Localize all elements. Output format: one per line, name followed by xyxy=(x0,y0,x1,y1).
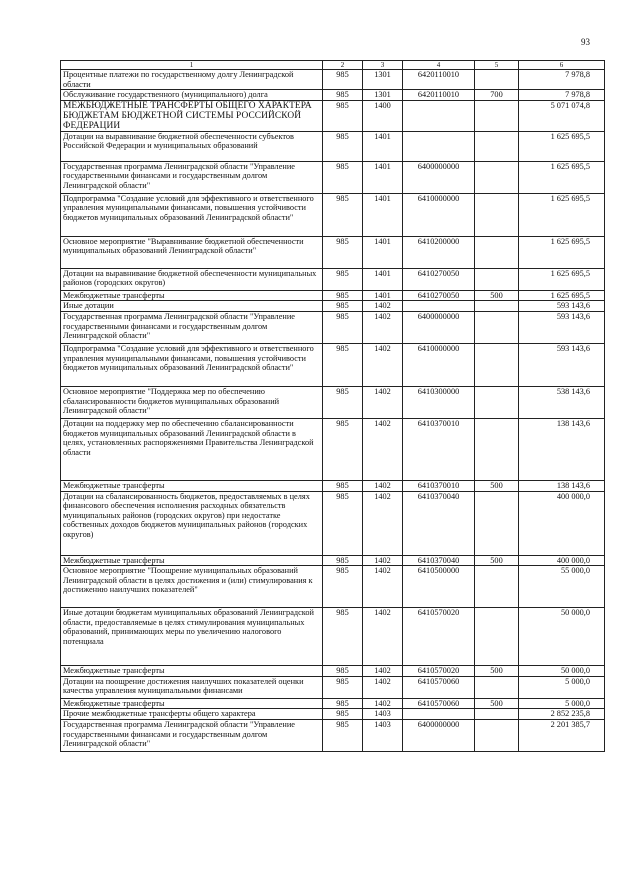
table-row xyxy=(61,100,605,131)
table-row xyxy=(61,418,605,480)
cell-admin-code: 985 xyxy=(323,698,363,709)
cell-amount: 50 000,0 xyxy=(519,666,605,677)
budget-table xyxy=(60,60,605,752)
cell-expense-type xyxy=(475,608,519,666)
cell-section-code: 1401 xyxy=(363,268,403,290)
cell-expense-type xyxy=(475,343,519,386)
cell-section-code: 1402 xyxy=(363,480,403,491)
header-col-5: 5 xyxy=(475,61,519,70)
cell-name: Государственная программа Ленинградской области "Управление государственными финансами и государственным долгом Ленинградской области" xyxy=(61,161,323,193)
header-col-1: 1 xyxy=(61,61,323,70)
cell-name: Иные дотации xyxy=(61,301,323,312)
header-col-4: 4 xyxy=(403,61,475,70)
cell-section-code: 1401 xyxy=(363,236,403,268)
cell-name: Межбюджетные трансферты xyxy=(61,480,323,491)
table-row xyxy=(61,236,605,268)
cell-admin-code: 985 xyxy=(323,709,363,720)
cell-admin-code: 985 xyxy=(323,608,363,666)
cell-section-code: 1402 xyxy=(363,698,403,709)
cell-expense-type xyxy=(475,193,519,236)
cell-admin-code: 985 xyxy=(323,301,363,312)
cell-admin-code: 985 xyxy=(323,100,363,131)
cell-expense-type xyxy=(475,70,519,90)
cell-target-article: 6410270050 xyxy=(403,290,475,301)
cell-name: Дотации на поддержку мер по обеспечению сбалансированности бюджетов муниципальных образований Ленинградской области в целях, установленных распоряжениями Правительства Ленинградской области xyxy=(61,418,323,480)
cell-amount: 400 000,0 xyxy=(519,491,605,555)
cell-section-code: 1400 xyxy=(363,100,403,131)
cell-name: Процентные платежи по государственному долгу Ленинградской области xyxy=(61,70,323,90)
cell-section-code: 1402 xyxy=(363,301,403,312)
cell-target-article xyxy=(403,131,475,161)
cell-admin-code: 985 xyxy=(323,268,363,290)
cell-admin-code: 985 xyxy=(323,131,363,161)
cell-expense-type xyxy=(475,268,519,290)
cell-name: Подпрограмма "Создание условий для эффективного и ответственного управления муниципальными финансами, повышения устойчивости бюджетов муниципальных образований Ленинградской области" xyxy=(61,193,323,236)
table-row xyxy=(61,290,605,301)
cell-name: Межбюджетные трансферты xyxy=(61,698,323,709)
table-body xyxy=(61,70,605,752)
cell-expense-type xyxy=(475,161,519,193)
cell-section-code: 1401 xyxy=(363,131,403,161)
table-row xyxy=(61,676,605,698)
cell-amount: 1 625 695,5 xyxy=(519,193,605,236)
table-row xyxy=(61,90,605,101)
cell-target-article: 6410370040 xyxy=(403,491,475,555)
cell-target-article: 6410370040 xyxy=(403,555,475,566)
cell-admin-code: 985 xyxy=(323,193,363,236)
cell-admin-code: 985 xyxy=(323,480,363,491)
cell-admin-code: 985 xyxy=(323,290,363,301)
table-row xyxy=(61,608,605,666)
cell-section-code: 1402 xyxy=(363,666,403,677)
cell-section-code: 1402 xyxy=(363,386,403,418)
cell-admin-code: 985 xyxy=(323,70,363,90)
cell-name: Иные дотации бюджетам муниципальных образований Ленинградской области, предоставляемые в целях стимулирования муниципальных образований, принимающих меры по увеличению налогового потенциала xyxy=(61,608,323,666)
cell-target-article: 6410500000 xyxy=(403,566,475,608)
cell-expense-type xyxy=(475,676,519,698)
cell-amount: 593 143,6 xyxy=(519,311,605,343)
cell-target-article: 6410200000 xyxy=(403,236,475,268)
cell-section-code: 1402 xyxy=(363,418,403,480)
page-number: 93 xyxy=(581,37,590,47)
header-col-2: 2 xyxy=(323,61,363,70)
table-row xyxy=(61,193,605,236)
table-row xyxy=(61,709,605,720)
cell-target-article: 6400000000 xyxy=(403,311,475,343)
cell-target-article: 6410370010 xyxy=(403,480,475,491)
cell-name: Обслуживание государственного (муниципального) долга xyxy=(61,90,323,101)
cell-admin-code: 985 xyxy=(323,566,363,608)
cell-expense-type xyxy=(475,386,519,418)
cell-admin-code: 985 xyxy=(323,161,363,193)
cell-target-article: 6400000000 xyxy=(403,161,475,193)
cell-target-article xyxy=(403,100,475,131)
cell-name: МЕЖБЮДЖЕТНЫЕ ТРАНСФЕРТЫ ОБЩЕГО ХАРАКТЕРА БЮДЖЕТАМ БЮДЖЕТНОЙ СИСТЕМЫ РОССИЙСКОЙ ФЕДЕРАЦИИ xyxy=(61,100,323,131)
cell-name: Основное мероприятие "Поощрение муниципальных образований Ленинградской области в целях достижения и (или) стимулирования к достижению наилучших показателей" xyxy=(61,566,323,608)
table-row xyxy=(61,386,605,418)
table-row xyxy=(61,301,605,312)
cell-amount: 138 143,6 xyxy=(519,480,605,491)
table-row xyxy=(61,555,605,566)
cell-admin-code: 985 xyxy=(323,719,363,751)
cell-admin-code: 985 xyxy=(323,491,363,555)
cell-name: Основное мероприятие "Выравнивание бюджетной обеспеченности муниципальных образований Ленинградской области" xyxy=(61,236,323,268)
cell-admin-code: 985 xyxy=(323,418,363,480)
cell-name: Основное мероприятие "Поддержка мер по обеспечению сбалансированности бюджетов муниципальных образований Ленинградской области" xyxy=(61,386,323,418)
cell-expense-type: 700 xyxy=(475,90,519,101)
cell-section-code: 1402 xyxy=(363,676,403,698)
table-row xyxy=(61,719,605,751)
cell-expense-type xyxy=(475,709,519,720)
cell-name: Прочие межбюджетные трансферты общего характера xyxy=(61,709,323,720)
cell-expense-type: 500 xyxy=(475,698,519,709)
header-col-6: 6 xyxy=(519,61,605,70)
cell-name: Государственная программа Ленинградской области "Управление государственными финансами и государственным долгом Ленинградской области" xyxy=(61,719,323,751)
cell-expense-type xyxy=(475,566,519,608)
cell-target-article: 6410000000 xyxy=(403,193,475,236)
cell-section-code: 1403 xyxy=(363,719,403,751)
cell-target-article xyxy=(403,709,475,720)
table-row xyxy=(61,666,605,677)
cell-section-code: 1401 xyxy=(363,161,403,193)
cell-admin-code: 985 xyxy=(323,555,363,566)
cell-amount: 5 000,0 xyxy=(519,698,605,709)
cell-amount: 7 978,8 xyxy=(519,70,605,90)
table-row xyxy=(61,343,605,386)
cell-target-article: 6410000000 xyxy=(403,343,475,386)
cell-amount: 1 625 695,5 xyxy=(519,236,605,268)
cell-target-article: 6420110010 xyxy=(403,70,475,90)
cell-section-code: 1402 xyxy=(363,555,403,566)
table-row xyxy=(61,70,605,90)
table-row xyxy=(61,311,605,343)
cell-target-article: 6410570020 xyxy=(403,608,475,666)
cell-admin-code: 985 xyxy=(323,343,363,386)
cell-section-code: 1401 xyxy=(363,290,403,301)
table-row xyxy=(61,491,605,555)
cell-expense-type xyxy=(475,236,519,268)
cell-amount: 5 071 074,8 xyxy=(519,100,605,131)
cell-expense-type xyxy=(475,311,519,343)
cell-name: Дотации на поощрение достижения наилучших показателей оценки качества управления муниципальными финансами xyxy=(61,676,323,698)
cell-admin-code: 985 xyxy=(323,386,363,418)
cell-target-article: 6420110010 xyxy=(403,90,475,101)
table-row xyxy=(61,268,605,290)
cell-name: Государственная программа Ленинградской области "Управление государственными финансами и государственным долгом Ленинградской области" xyxy=(61,311,323,343)
cell-amount: 2 201 385,7 xyxy=(519,719,605,751)
cell-admin-code: 985 xyxy=(323,90,363,101)
cell-name: Межбюджетные трансферты xyxy=(61,666,323,677)
cell-amount: 538 143,6 xyxy=(519,386,605,418)
cell-amount: 400 000,0 xyxy=(519,555,605,566)
cell-name: Подпрограмма "Создание условий для эффективного и ответственного управления муниципальными финансами, повышения устойчивости бюджетов муниципальных образований Ленинградской области" xyxy=(61,343,323,386)
cell-amount: 7 978,8 xyxy=(519,90,605,101)
cell-admin-code: 985 xyxy=(323,666,363,677)
cell-target-article: 6410300000 xyxy=(403,386,475,418)
cell-name: Дотации на выравнивание бюджетной обеспеченности субъектов Российской Федерации и муниципальных образований xyxy=(61,131,323,161)
cell-target-article: 6410570060 xyxy=(403,676,475,698)
cell-amount: 1 625 695,5 xyxy=(519,290,605,301)
cell-expense-type: 500 xyxy=(475,666,519,677)
cell-amount: 55 000,0 xyxy=(519,566,605,608)
cell-expense-type xyxy=(475,301,519,312)
table-row xyxy=(61,698,605,709)
cell-admin-code: 985 xyxy=(323,676,363,698)
cell-name: Межбюджетные трансферты xyxy=(61,555,323,566)
cell-expense-type: 500 xyxy=(475,290,519,301)
cell-amount: 2 852 235,8 xyxy=(519,709,605,720)
table-header-row xyxy=(61,61,605,70)
cell-admin-code: 985 xyxy=(323,311,363,343)
table-row xyxy=(61,131,605,161)
cell-section-code: 1402 xyxy=(363,566,403,608)
cell-section-code: 1403 xyxy=(363,709,403,720)
cell-amount: 138 143,6 xyxy=(519,418,605,480)
cell-target-article: 6410570060 xyxy=(403,698,475,709)
cell-expense-type xyxy=(475,131,519,161)
cell-section-code: 1301 xyxy=(363,90,403,101)
table-row xyxy=(61,480,605,491)
cell-amount: 1 625 695,5 xyxy=(519,268,605,290)
table-row xyxy=(61,566,605,608)
cell-amount: 593 143,6 xyxy=(519,301,605,312)
cell-section-code: 1402 xyxy=(363,491,403,555)
cell-target-article xyxy=(403,301,475,312)
cell-amount: 593 143,6 xyxy=(519,343,605,386)
cell-expense-type xyxy=(475,100,519,131)
cell-name: Дотации на сбалансированность бюджетов, предоставляемых в целях финансового обеспечения исполнения расходных обязательств муниципальных районов (городских округов) при недостатке собственных доходов бюджетов муниципальных районов (городских округов) xyxy=(61,491,323,555)
cell-expense-type xyxy=(475,418,519,480)
cell-section-code: 1402 xyxy=(363,343,403,386)
cell-target-article: 6410370010 xyxy=(403,418,475,480)
table-row xyxy=(61,161,605,193)
cell-target-article: 6410570020 xyxy=(403,666,475,677)
cell-expense-type: 500 xyxy=(475,555,519,566)
cell-section-code: 1401 xyxy=(363,193,403,236)
cell-expense-type xyxy=(475,719,519,751)
cell-expense-type: 500 xyxy=(475,480,519,491)
cell-expense-type xyxy=(475,491,519,555)
cell-name: Дотации на выравнивание бюджетной обеспеченности муниципальных районов (городских округов) xyxy=(61,268,323,290)
cell-name: Межбюджетные трансферты xyxy=(61,290,323,301)
cell-section-code: 1402 xyxy=(363,608,403,666)
cell-section-code: 1301 xyxy=(363,70,403,90)
cell-amount: 5 000,0 xyxy=(519,676,605,698)
header-col-3: 3 xyxy=(363,61,403,70)
cell-target-article: 6410270050 xyxy=(403,268,475,290)
cell-amount: 1 625 695,5 xyxy=(519,161,605,193)
cell-amount: 50 000,0 xyxy=(519,608,605,666)
cell-amount: 1 625 695,5 xyxy=(519,131,605,161)
cell-admin-code: 985 xyxy=(323,236,363,268)
cell-section-code: 1402 xyxy=(363,311,403,343)
cell-target-article: 6400000000 xyxy=(403,719,475,751)
